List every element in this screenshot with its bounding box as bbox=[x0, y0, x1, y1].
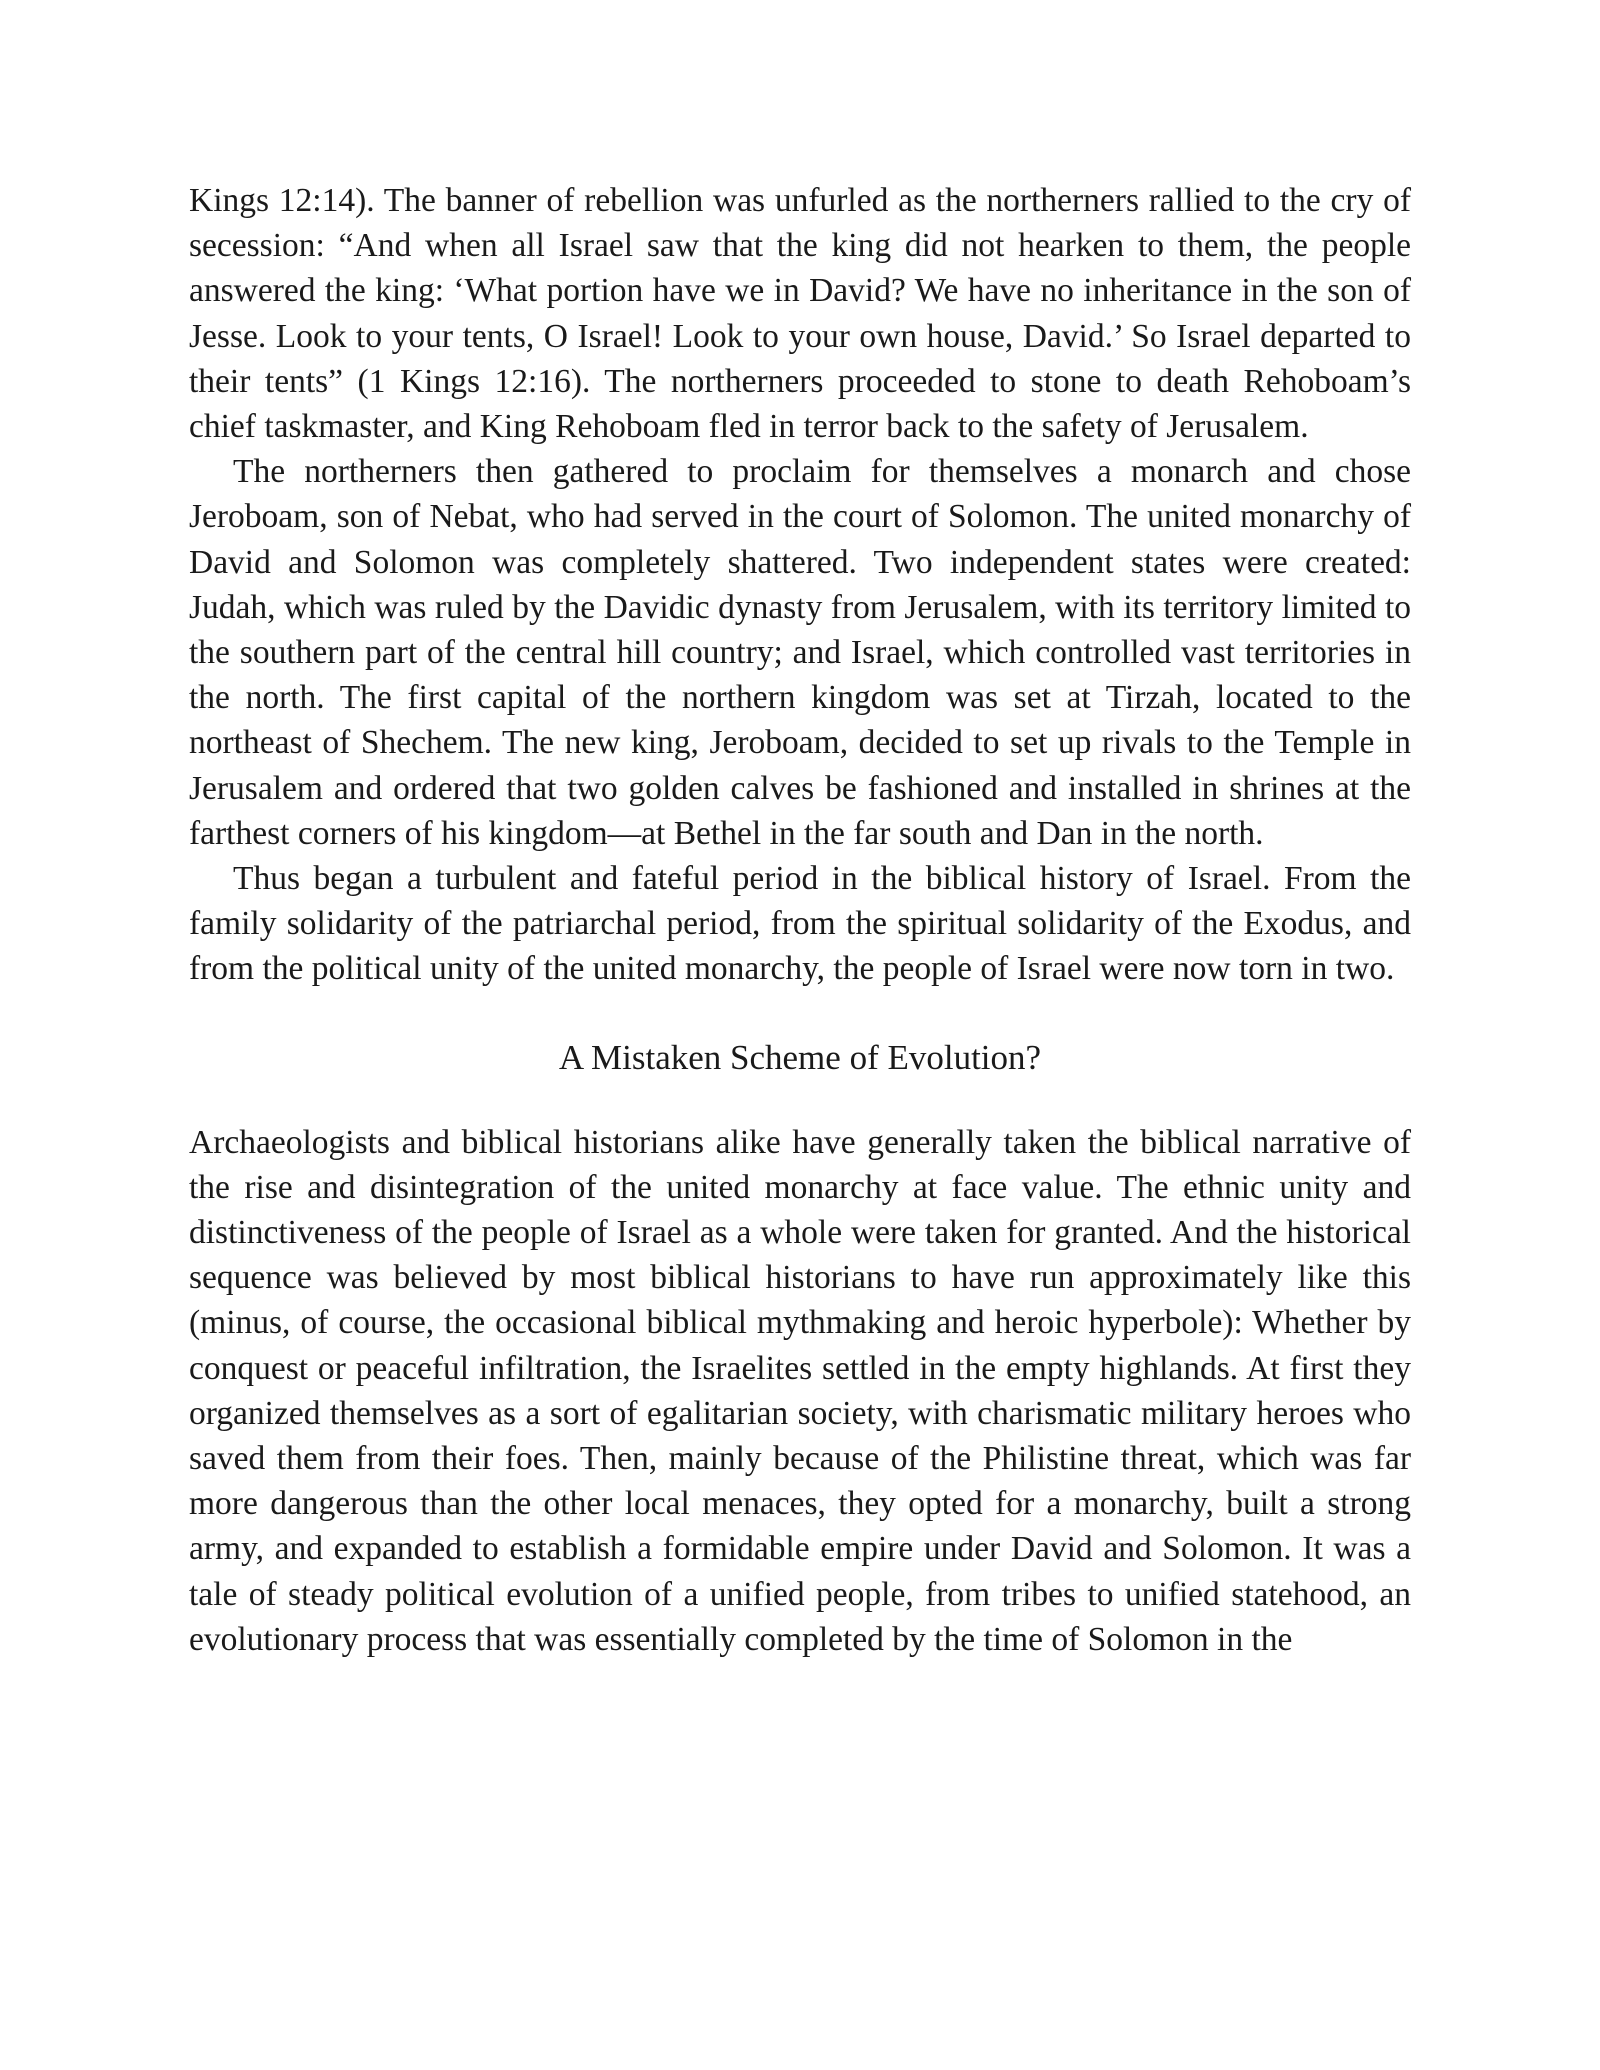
section-heading: A Mistaken Scheme of Evolution? bbox=[558, 1037, 1042, 1077]
paragraph-evolution-scheme: Archaeologists and biblical historians alike have generally taken the biblical narrative of the rise and disintegration of the united monarchy at face value. The ethnic unity and distinctiveness of the people of Israel as a whole were taken for granted. And the historical sequence was believed by most biblical historians to have run approximately like this (minus, of course, the occasional biblical mythmaking and heroic hyperbole): Whether by conquest or peaceful infiltration, the Israelites settled in the empty highlands. At first they organized themselves as a sort of egalitarian society, with charismatic military heroes who saved them from their foes. Then, mainly because of the Philistine threat, which was far more dangerous than the other local menaces, they opted for a monarchy, built a strong army, and expanded to establish a formidable empire under David and Solomon. It was a tale of steady political evolution of a unified people, from tribes to unified statehood, an evolutionary process that was essentially completed by the time of Solomon in the bbox=[189, 1123, 1411, 1658]
paragraph-turbulent-period: Thus began a turbulent and fateful period in the biblical history of Israel. From the family solidarity of the patriarchal period, from the spiritual solidarity of the Exodus, and from the political unity of the united monarchy, the people of Israel were now torn in two. bbox=[189, 860, 1411, 988]
paragraph-rebellion: Kings 12:14). The banner of rebellion was unfurled as the northerners rallied to the cry of secession: “And when all Israel saw that the king did not hearken to them, the people answered the king: ‘What portion have we in David? We have no inheritance in the son of Jesse. Look to your tents, O Israel! Look to your own house, David.’ So Israel departed to their tents” (1 Kings 12:16). The northerners proceeded to stone to death Rehoboam’s chief taskmaster, and King Rehoboam fled in terror back to the safety of Jerusalem. bbox=[189, 182, 1411, 446]
paragraph-division-of-kingdom: The northerners then gathered to proclaim for themselves a monarch and chose Jeroboam, son of Nebat, who had served in the court of Solomon. The united monarchy of David and Solomon was completely shattered. Two independent states were created: Judah, which was ruled by the Davidic dynasty from Jerusalem, with its territory limited to the southern part of the central hill country; and Israel, which controlled vast territories in the north. The first capital of the northern kingdom was set at Tirzah, located to the northeast of Shechem. The new king, Jeroboam, decided to set up rivals to the Temple in Jerusalem and ordered that two golden calves be fashioned and installed in shrines at the farthest corners of his kingdom—at Bethel in the far south and Dan in the north. bbox=[189, 453, 1411, 852]
book-page bbox=[189, 178, 1411, 1662]
